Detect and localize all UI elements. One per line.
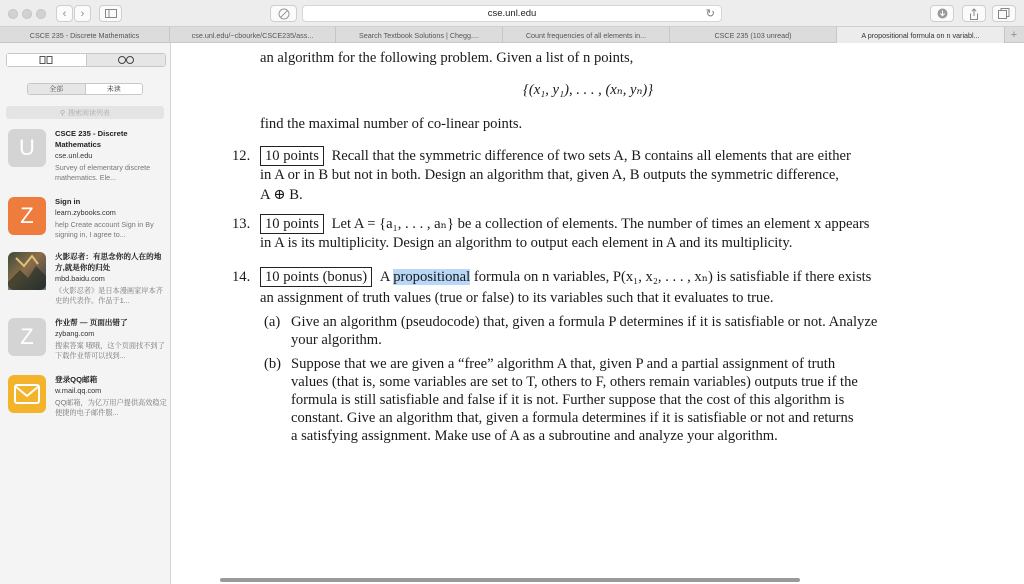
sidebar-toggle-button[interactable] [99, 5, 122, 22]
intro-line: an algorithm for the following problem. Given a list of n points, [260, 50, 634, 66]
problem-number: 12. [232, 148, 251, 164]
part-b-line-2: values (that is, some variables are set to T, others to F, others remain variables) outputs true if the [291, 374, 858, 390]
reading-list-item[interactable] [0, 373, 170, 429]
problem-12-line-2: in A or in B but not in both. Design an algorithm that, given A, B outputs the symmetric difference, [260, 167, 839, 183]
zoom-window-button[interactable] [36, 9, 46, 19]
mail-icon [8, 375, 46, 413]
item-description: help Create account Sign in By signing in, I agree to... [55, 220, 154, 239]
part-label: (b) [264, 356, 282, 372]
tab-chegg[interactable] [336, 27, 503, 43]
tab-csce235[interactable] [0, 27, 170, 43]
url-text: cse.unl.edu [487, 8, 537, 19]
selected-text-highlight[interactable]: propositional [393, 269, 471, 285]
part-b-line-4: constant. Give an algorithm that, given a formula determines if it is satisfiable or not and returns [291, 410, 854, 426]
site-letter-icon: Z [8, 197, 46, 235]
tab-label: Count frequencies of all elements in... [525, 30, 647, 40]
find-line: find the maximal number of co-linear points. [260, 116, 523, 132]
sidebar-icon [105, 9, 117, 18]
problem-14-line-2: an assignment of truth values (true or false) to its variables such that it evaluates to true. [260, 290, 774, 306]
item-description: 《火影忍者》是日本漫画家岸本齐史的代表作。作品于1... [55, 286, 163, 305]
privacy-icon [278, 8, 290, 20]
points-box: 10 points [260, 146, 324, 166]
tab-label: CSCE 235 (103 unread) [714, 30, 792, 40]
part-b-line-1: Suppose that we are given a “free” algorithm A that, given P and a partial assignment of truth [291, 356, 836, 372]
back-button[interactable] [56, 5, 73, 22]
site-letter-icon: Z [8, 318, 46, 356]
problem-text: Let A = {a₁, . . . , aₙ} be a collection of elements. The number of times an element x appears [331, 216, 870, 232]
item-title: 火影忍者：有思念你的人在的地方,就是你的归处 [55, 252, 162, 272]
problem-text: formula on n variables, P(x₁, x₂, . . . , xₙ) is satisfiable if there exists [473, 269, 872, 285]
chevron-left-icon: ‹ [62, 7, 67, 20]
reading-list-search[interactable] [6, 106, 164, 119]
browser-toolbar [0, 0, 1024, 27]
item-url: zybang.com [55, 329, 95, 338]
reading-list-tab[interactable] [86, 54, 166, 66]
problem-13-line-2: in A is its multiplicity. Design an algorithm to output each element in A and its multiplicity. [260, 235, 793, 251]
site-letter-icon: U [8, 129, 46, 167]
sidebar-segmented-control [6, 53, 166, 67]
tabs-icon [998, 8, 1010, 19]
points-box: 10 points (bonus) [260, 267, 372, 287]
book-icon [39, 55, 53, 65]
pdf-document-view [172, 43, 1024, 584]
share-button[interactable] [962, 5, 986, 22]
filter-all[interactable]: 全部 [28, 84, 85, 94]
points-box: 10 points [260, 214, 324, 234]
minimize-window-button[interactable] [22, 9, 32, 19]
points-set-formula: {(x₁, y₁), . . . , (xₙ, yₙ)} [523, 82, 654, 98]
item-description: Survey of elementary discrete mathematics. Ele... [55, 163, 151, 182]
reload-icon[interactable]: ↻ [705, 8, 715, 20]
bookmarks-tab[interactable] [7, 54, 86, 66]
search-placeholder: 搜索阅读列表 [68, 109, 111, 117]
share-icon [969, 8, 979, 20]
item-title: 登录QQ邮箱 [55, 375, 98, 384]
reading-list-item[interactable] [0, 127, 170, 183]
tab-overview-button[interactable] [992, 5, 1016, 22]
item-title: Sign in [55, 197, 81, 206]
thumbnail-image [8, 252, 46, 290]
item-url: mbd.baidu.com [55, 274, 105, 283]
address-bar[interactable] [302, 5, 722, 22]
item-description: QQ邮箱，为亿万用户提供高效稳定便捷的电子邮件服... [55, 398, 167, 417]
part-label: (a) [264, 314, 281, 330]
privacy-report-button[interactable] [270, 5, 297, 22]
search-icon: ⚲ [59, 109, 66, 117]
reading-filter [27, 83, 143, 95]
item-url: cse.unl.edu [55, 151, 93, 160]
reading-list-item[interactable] [0, 316, 170, 372]
tab-propositional-formula[interactable] [837, 27, 1005, 43]
item-title: CSCE 235 - Discrete Mathematics [55, 129, 128, 149]
item-title: 作业帮 — 页面出错了 [55, 318, 128, 327]
envelope-icon [14, 384, 40, 404]
clipped-previous-line [260, 43, 936, 45]
item-url: learn.zybooks.com [55, 208, 116, 217]
problem-number: 13. [232, 216, 251, 232]
part-b-line-3: formula is still satisfiable and false if it is not. Further suppose that the cost of this algorithm is [291, 392, 845, 408]
reading-list-item[interactable] [0, 250, 170, 306]
problem-text: Recall that the symmetric difference of two sets A, B contains all elements that are either [331, 148, 851, 164]
new-tab-button[interactable]: + [1010, 28, 1018, 41]
close-window-button[interactable] [8, 9, 18, 19]
item-description: 搜索答案 哦哦，这个页面找不到了 下载作业帮可以找到... [55, 341, 165, 360]
tab-count-frequencies[interactable] [503, 27, 670, 43]
anime-thumbnail-icon [8, 252, 46, 290]
problem-text: A [379, 269, 390, 285]
part-a-line-2: your algorithm. [291, 332, 382, 348]
tab-label: cse.unl.edu/~cbourke/CSCE235/ass... [191, 30, 314, 40]
tab-assignment[interactable] [170, 27, 336, 43]
tab-label: CSCE 235 - Discrete Mathematics [29, 30, 140, 40]
problem-12-line-1 [260, 146, 851, 166]
glasses-icon [117, 55, 135, 65]
tab-label: Search Textbook Solutions | Chegg.... [359, 30, 479, 40]
reading-list-item[interactable] [0, 195, 170, 251]
chevron-right-icon: › [80, 7, 85, 20]
tab-bar [0, 27, 1024, 43]
problem-number: 14. [232, 269, 251, 285]
reading-list-sidebar [0, 43, 171, 584]
tab-csce235-unread[interactable] [670, 27, 837, 43]
horizontal-scrollbar[interactable] [220, 578, 800, 582]
tab-label: A propositional formula on n variabl... [861, 30, 980, 40]
part-b-line-5: a satisfying assignment. Make use of A as a subroutine and analyze your algorithm. [291, 428, 778, 444]
problem-13-line-1 [260, 214, 869, 234]
part-a-line-1: Give an algorithm (pseudocode) that, given a formula P determines if it is satisfiable or not. Analyze [291, 314, 878, 330]
forward-button[interactable] [74, 5, 91, 22]
downloads-button[interactable] [930, 5, 954, 22]
problem-14-line-1 [260, 267, 871, 287]
download-icon [937, 8, 948, 19]
filter-unread[interactable]: 未读 [85, 84, 143, 94]
item-url: w.mail.qq.com [55, 386, 102, 395]
problem-12-line-3: A ⊕ B. [260, 187, 303, 203]
